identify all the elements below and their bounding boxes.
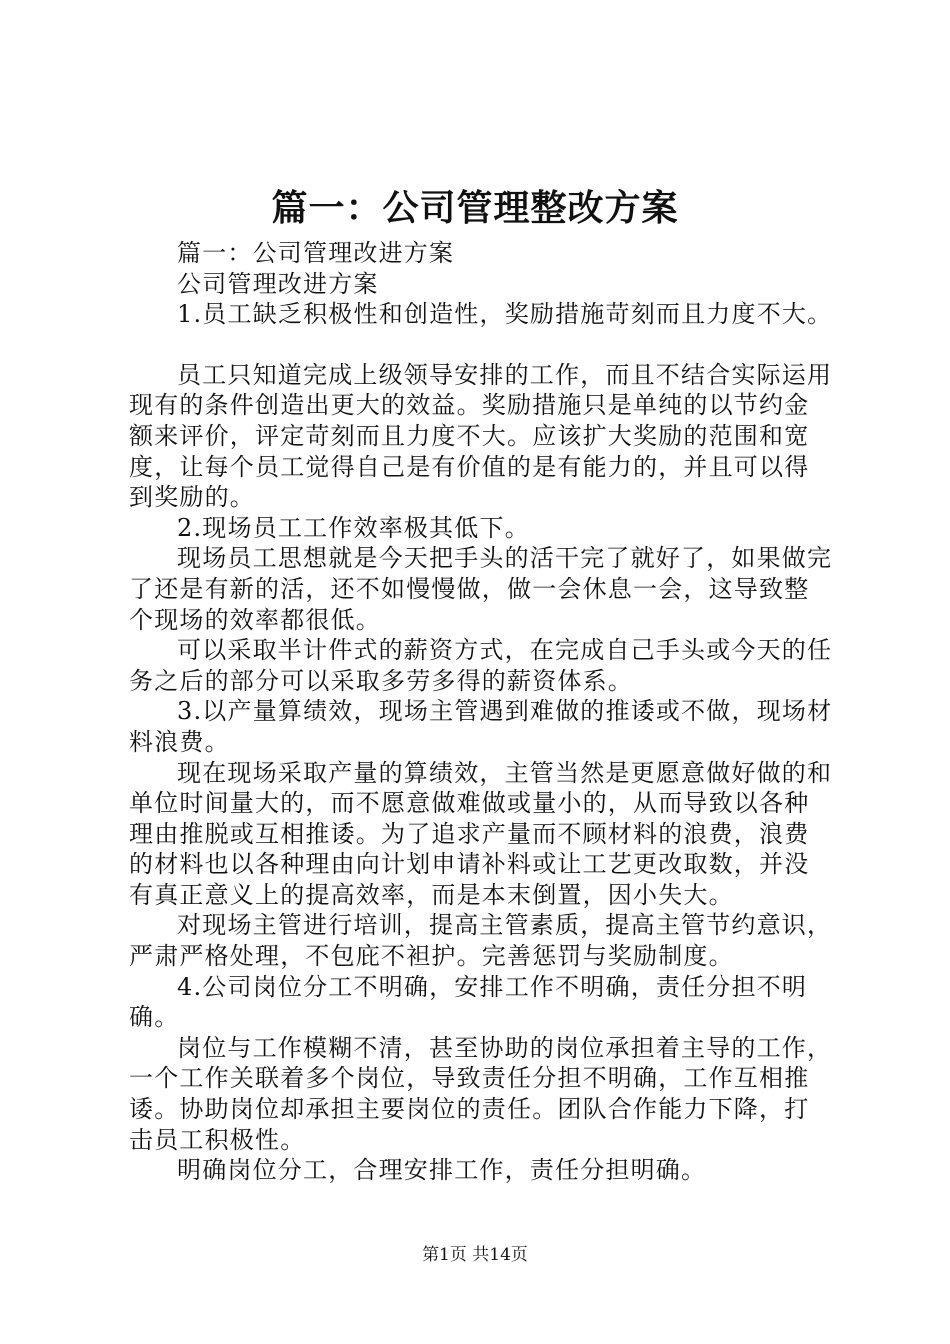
paragraph: 现场员工思想就是今天把手头的活干完了就好了，如果做完了还是有新的活，还不如慢慢做，做一会休息一会，这导致整个现场的效率都很低。 <box>129 544 833 634</box>
paragraph: 篇一：公司管理改进方案 <box>177 239 455 267</box>
paragraph: 员工只知道完成上级领导安排的工作，而且不结合实际运用现有的条件创造出更大的效益。奖励措施只是单纯的以节约金额来评价，评定苛刻而且力度不大。应该扩大奖励的范围和宽度，让每个员工觉得自己是有价值的是有能力的，并且可以得到奖励的。 <box>129 360 833 512</box>
paragraph: 明确岗位分工，合理安排工作，责任分担明确。 <box>177 1156 707 1185</box>
paragraph: 对现场主管进行培训，提高主管素质，提高主管节约意识，严肃严格处理，不包庇不袒护。完善惩罚与奖励制度。 <box>129 911 833 971</box>
paragraph: 现在现场采取产量的算绩效，主管当然是更愿意做好做的和单位时间量大的，而不愿意做难做或量小的，从而导致以各种理由推脱或互相推诿。为了追求产量而不顾材料的浪费，浪费的材料也以各种理由向计划申请补料或让工艺更改取数，并没有真正意义上的提高效率，而是本末倒置，因小失大。 <box>129 758 833 909</box>
paragraph: 3.以产量算绩效，现场主管遇到难做的推诿或不做，现场材料浪费。 <box>129 697 833 756</box>
paragraph: 4.公司岗位分工不明确，安排工作不明确，责任分担不明确。 <box>129 972 808 1032</box>
document-body <box>129 238 833 1186</box>
paragraph: 2.现场员工工作效率极其低下。 <box>177 513 530 542</box>
page-number-footer: 第1页 共14页 <box>422 1245 528 1265</box>
paragraph: 岗位与工作模糊不清，甚至协助的岗位承担着主导的工作，一个工作关联着多个岗位，导致责任分担不明确，工作互相推诿。协助岗位却承担主要岗位的责任。团队合作能力下降，打击员工积极性。 <box>129 1033 833 1154</box>
paragraph: 1.员工缺乏积极性和创造性，奖励措施苛刻而且力度不大。 <box>177 300 833 329</box>
paragraph: 公司管理改进方案 <box>177 269 379 298</box>
paragraph: 可以采取半计件式的薪资方式，在完成自己手头或今天的任务之后的部分可以采取多劳多得的薪资体系。 <box>129 636 833 695</box>
document-title: 篇一：公司管理整改方案 <box>271 187 679 229</box>
